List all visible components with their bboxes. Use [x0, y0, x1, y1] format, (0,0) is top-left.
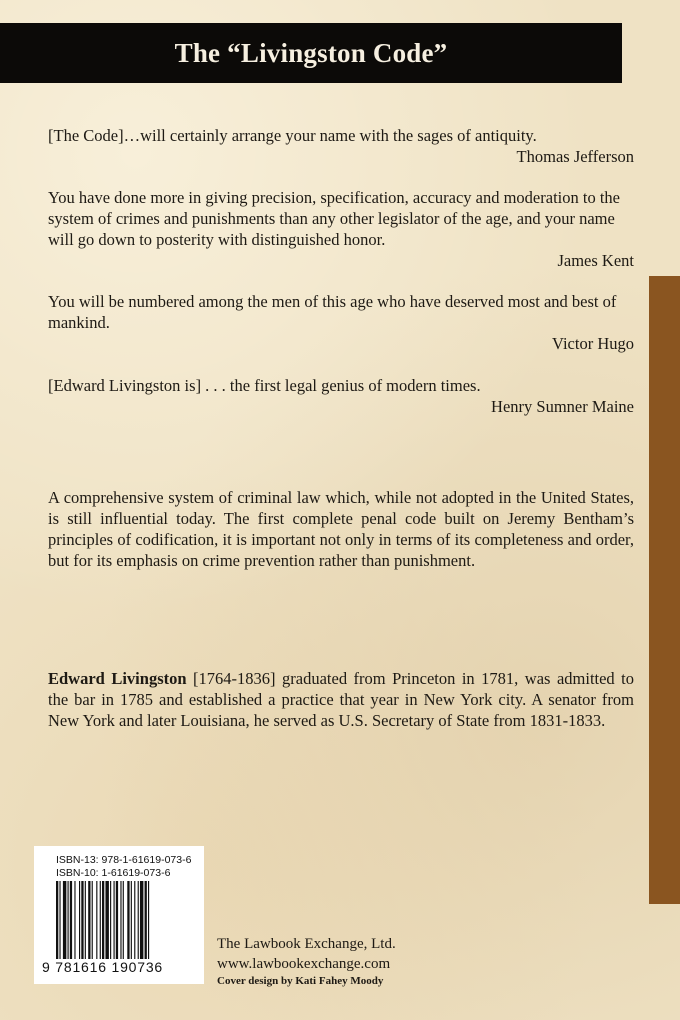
book-description — [48, 487, 634, 571]
barcode-bar — [120, 881, 121, 959]
barcode-bar — [68, 881, 69, 959]
barcode-bar — [148, 881, 149, 959]
barcode-bar — [70, 881, 72, 959]
barcode-bar — [96, 881, 97, 959]
quote-text: [The Code]…will certainly arrange your name with the sages of antiquity. — [48, 126, 537, 145]
publisher-url: www.lawbookexchange.com — [217, 956, 391, 972]
barcode-bar — [56, 881, 58, 959]
quote-kent — [48, 187, 634, 271]
description-text: A comprehensive system of criminal law which, while not adopted in the United States, is still influential today. The first complete penal code built on Jeremy Bentham’s principles of codification, it is important not only in terms of its completeness and order, but for its emphasis on crime prevention rather than punishment. — [48, 488, 634, 570]
barcode-bar — [123, 881, 124, 959]
spine-color-strip — [649, 276, 680, 904]
isbn-barcode-box — [34, 846, 204, 984]
barcode-bar — [102, 881, 104, 959]
publisher-name: The Lawbook Exchange, Ltd. — [217, 936, 396, 952]
quote-text: [Edward Livingston is] . . . the first legal genius of modern times. — [48, 376, 481, 395]
cover-credit: Cover design by Kati Fahey Moody — [217, 975, 384, 987]
quote-jefferson — [48, 125, 634, 167]
barcode-bar — [140, 881, 143, 959]
quote-text: You have done more in giving precision, specification, accuracy and moderation to the system of crimes and punishments than any other legislator of the age, and your name will go down to posterity with distinguished honor. — [48, 188, 620, 249]
bio-text: [1764-1836] graduated from Princeton in 1781, was admitted to the bar in 1785 and established a practice that year in New York city. A senator from New York and later Louisiana, he served as U.S. Secretary of State from 1831-1833. — [48, 669, 635, 730]
barcode-bar — [85, 881, 86, 959]
barcode-bar — [116, 881, 118, 959]
barcode-digits: 9 781616 190736 — [42, 959, 163, 975]
isbn-10: ISBN-10: 1-61619-073-6 — [56, 867, 171, 879]
quote-author: Henry Sumner Maine — [491, 397, 634, 416]
barcode-bar — [114, 881, 115, 959]
barcode-bar — [92, 881, 93, 959]
barcode-bar — [59, 881, 60, 959]
barcode-bar — [138, 881, 139, 959]
quote-author: Thomas Jefferson — [516, 147, 634, 166]
barcode-bar — [127, 881, 129, 959]
quote-maine — [48, 375, 634, 417]
quote-author: James Kent — [557, 251, 634, 270]
barcode-bar — [110, 881, 111, 959]
quote-text: You will be numbered among the men of this age who have deserved most and best of mankind. — [48, 292, 617, 332]
barcode-bar — [145, 881, 147, 959]
barcode-bar — [131, 881, 132, 959]
barcode-bar — [79, 881, 80, 959]
barcode-bar — [134, 881, 135, 959]
barcode-bar — [63, 881, 66, 959]
barcode-bar — [100, 881, 101, 959]
author-name: Edward Livingston — [48, 669, 187, 688]
bio-paragraph — [48, 668, 634, 731]
book-title: The “Livingston Code” — [174, 37, 448, 68]
title-banner — [0, 23, 622, 83]
barcode-bar — [81, 881, 83, 959]
publisher-block — [217, 934, 617, 988]
isbn-13: ISBN-13: 978-1-61619-073-6 — [56, 854, 192, 866]
barcode-bar — [105, 881, 108, 959]
barcode — [56, 881, 196, 959]
quote-hugo — [48, 291, 634, 354]
quote-author: Victor Hugo — [552, 334, 634, 353]
barcode-bar — [74, 881, 75, 959]
author-bio — [48, 668, 634, 731]
barcode-bar — [88, 881, 90, 959]
